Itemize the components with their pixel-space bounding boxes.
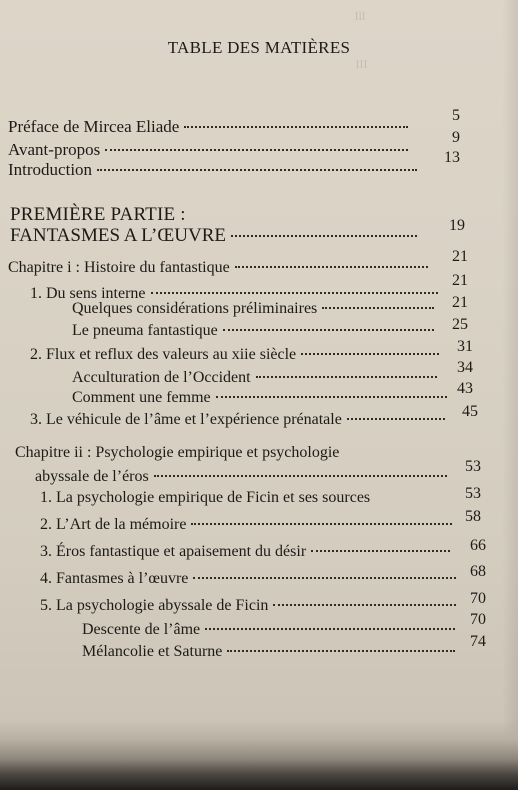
leader-dots xyxy=(256,376,437,378)
leader-dots xyxy=(154,475,447,477)
toc-entry-label: Quelques considérations préliminaires xyxy=(72,300,318,317)
toc-page-number: 21 xyxy=(452,272,468,289)
toc-entry-label: Avant-propos xyxy=(8,140,101,159)
toc-page-number: 68 xyxy=(470,563,486,580)
toc-page-number: 21 xyxy=(452,248,468,265)
leader-dots xyxy=(184,126,408,128)
leader-dots xyxy=(273,604,456,606)
toc-entry-label: 2. L’Art de la mémoire xyxy=(40,516,187,533)
toc-page-number: 43 xyxy=(457,380,473,397)
toc-entry-preface xyxy=(8,117,413,137)
toc-section-2 xyxy=(30,346,444,364)
toc-entry-label: abyssale de l’éros xyxy=(35,468,149,485)
leader-dots xyxy=(301,353,439,355)
toc-page-number: 58 xyxy=(465,508,481,525)
toc-entry-label: Mélancolie et Saturne xyxy=(82,643,223,660)
toc-page-number: 13 xyxy=(444,149,460,166)
toc-chapter-2-section-4 xyxy=(40,570,461,588)
leader-dots xyxy=(193,577,456,579)
toc-chapter-2-section-5 xyxy=(40,597,461,615)
toc-entry-label: Chapitre i : Histoire du fantastique xyxy=(8,259,230,276)
toc-chapter-2-subsection-5-1 xyxy=(82,621,460,639)
toc-entry-label: 3. Éros fantastique et apaisement du désir xyxy=(40,543,307,560)
page-right-shadow xyxy=(502,0,518,790)
toc-page-number: 45 xyxy=(462,403,478,420)
toc-page-number: 21 xyxy=(452,294,468,311)
toc-entry-label: 3. Le véhicule de l’âme et l’expérience prénatale xyxy=(30,411,342,428)
leader-dots xyxy=(223,329,434,331)
toc-subsection-1-1 xyxy=(72,300,439,318)
toc-page-number: 53 xyxy=(465,458,481,475)
toc-chapter-2-section-2 xyxy=(40,516,457,534)
toc-entry-label: 2. Flux et reflux des valeurs au xiie siècle xyxy=(30,346,297,363)
toc-page-number: 70 xyxy=(470,590,486,607)
toc-page-number: 66 xyxy=(470,537,486,554)
page-bottom-edge xyxy=(0,720,518,790)
toc-entry-chapter-1 xyxy=(8,259,433,277)
toc-section-3 xyxy=(30,411,450,429)
toc-chapter-2-subsection-5-2 xyxy=(82,643,460,661)
leader-dots xyxy=(347,418,445,420)
leader-dots xyxy=(227,650,455,652)
toc-page-number: 53 xyxy=(465,485,481,502)
toc-page-number: 34 xyxy=(457,359,473,376)
toc-entry-label: 5. La psychologie abyssale de Ficin xyxy=(40,597,269,614)
toc-entry-label: Descente de l’âme xyxy=(82,621,201,638)
toc-entry-introduction xyxy=(8,160,422,180)
part-heading: PREMIÈRE PARTIE : xyxy=(10,204,186,225)
toc-chapter-2-section-3 xyxy=(40,543,455,561)
leader-dots xyxy=(205,628,455,630)
toc-entry-label: Comment une femme xyxy=(72,389,211,406)
leader-dots xyxy=(191,523,452,525)
toc-page-number: 70 xyxy=(470,611,486,628)
toc-entry-foreword xyxy=(8,140,413,160)
toc-page-number: 5 xyxy=(452,107,460,124)
toc-entry-label: 1. La psychologie empirique de Ficin et ses sources xyxy=(40,489,371,506)
leader-dots xyxy=(235,266,428,268)
leader-dots xyxy=(231,235,417,237)
toc-subsection-1-2 xyxy=(72,322,439,340)
leader-dots xyxy=(322,307,434,309)
toc-entry-label: Le pneuma fantastique xyxy=(72,322,218,339)
show-through-text: Ill III xyxy=(354,8,368,72)
toc-entry-label: FANTASMES A L’ŒUVRE xyxy=(10,225,226,246)
toc-entry-part-title xyxy=(10,225,422,247)
leader-dots xyxy=(151,292,438,294)
toc-chapter-2-line-1: Chapitre ii : Psychologie empirique et psychologie xyxy=(15,444,340,461)
toc-page-number: 74 xyxy=(470,633,486,650)
leader-dots xyxy=(216,396,447,398)
toc-page-number: 19 xyxy=(449,217,465,234)
toc-entry-label: 1. Du sens interne xyxy=(30,285,146,302)
toc-entry-label: Acculturation de l’Occident xyxy=(72,369,251,386)
toc-chapter-2-section-1 xyxy=(40,489,450,507)
leader-dots xyxy=(105,149,408,151)
toc-entry-chapter-2 xyxy=(35,468,452,486)
toc-page-number: 31 xyxy=(457,338,473,355)
leader-dots xyxy=(97,169,417,171)
toc-page-number: 25 xyxy=(452,316,468,333)
toc-subsection-2-1 xyxy=(72,369,442,387)
table-of-contents-title: TABLE DES MATIÈRES xyxy=(167,38,351,57)
toc-subsection-2-2 xyxy=(72,389,452,407)
leader-dots xyxy=(311,550,450,552)
toc-entry-label: Introduction xyxy=(8,160,93,179)
toc-entry-label: Préface de Mircea Eliade xyxy=(8,117,180,136)
toc-entry-label: 4. Fantasmes à l’œuvre xyxy=(40,570,189,587)
toc-page-number: 9 xyxy=(452,129,460,146)
